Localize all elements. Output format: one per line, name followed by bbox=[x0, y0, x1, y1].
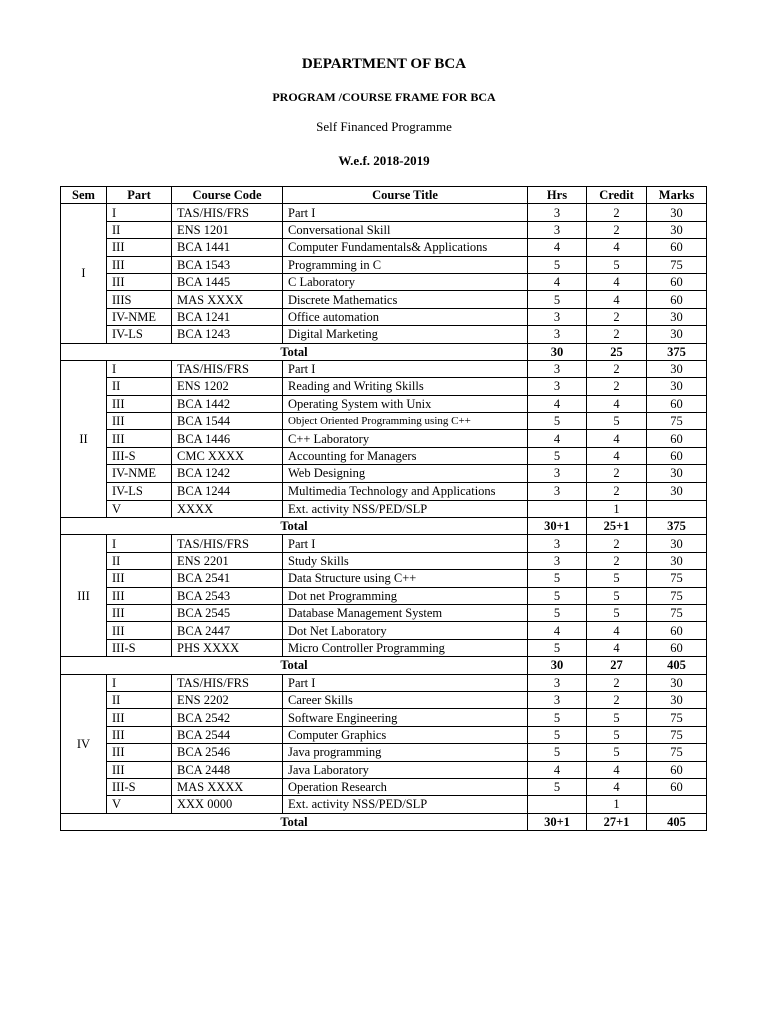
course-code-cell: TAS/HIS/FRS bbox=[172, 674, 283, 691]
course-title-cell: Database Management System bbox=[283, 604, 528, 621]
marks-cell: 60 bbox=[647, 273, 707, 290]
marks-cell: 30 bbox=[647, 221, 707, 238]
course-code-cell: BCA 1242 bbox=[172, 465, 283, 482]
course-title-cell: C Laboratory bbox=[283, 273, 528, 290]
hrs-cell: 3 bbox=[528, 674, 587, 691]
hrs-cell: 4 bbox=[528, 239, 587, 256]
table-row bbox=[61, 709, 707, 726]
credit-cell: 2 bbox=[587, 535, 647, 552]
hrs-cell: 4 bbox=[528, 273, 587, 290]
course-title-cell: Reading and Writing Skills bbox=[283, 378, 528, 395]
hrs-cell: 5 bbox=[528, 726, 587, 743]
marks-cell: 75 bbox=[647, 587, 707, 604]
course-title-cell: Study Skills bbox=[283, 552, 528, 569]
course-code-cell: BCA 1445 bbox=[172, 273, 283, 290]
hrs-cell bbox=[528, 500, 587, 517]
marks-cell: 30 bbox=[647, 482, 707, 500]
credit-cell: 2 bbox=[587, 674, 647, 691]
course-title-cell: Software Engineering bbox=[283, 709, 528, 726]
total-row bbox=[61, 657, 707, 674]
frame-title: PROGRAM /COURSE FRAME FOR BCA bbox=[272, 90, 496, 104]
course-title-cell: Micro Controller Programming bbox=[283, 639, 528, 656]
total-label: Total bbox=[61, 343, 528, 360]
part-cell: V bbox=[107, 796, 172, 813]
credit-cell: 2 bbox=[587, 691, 647, 708]
table-row bbox=[61, 378, 707, 395]
semester-cell: III bbox=[61, 535, 107, 657]
course-code-cell: BCA 1241 bbox=[172, 308, 283, 325]
table-row bbox=[61, 273, 707, 290]
part-cell: I bbox=[107, 360, 172, 377]
part-cell: II bbox=[107, 221, 172, 238]
credit-cell: 4 bbox=[587, 622, 647, 639]
credit-cell: 2 bbox=[587, 360, 647, 377]
credit-cell: 1 bbox=[587, 796, 647, 813]
table-body bbox=[61, 204, 707, 831]
hrs-cell: 3 bbox=[528, 552, 587, 569]
part-cell: V bbox=[107, 500, 172, 517]
hrs-cell: 3 bbox=[528, 221, 587, 238]
course-title-cell: Accounting for Managers bbox=[283, 447, 528, 464]
credit-cell: 4 bbox=[587, 291, 647, 308]
marks-cell: 75 bbox=[647, 413, 707, 430]
part-cell: I bbox=[107, 204, 172, 221]
total-hrs: 30+1 bbox=[528, 813, 587, 830]
hrs-cell: 5 bbox=[528, 413, 587, 430]
table-row bbox=[61, 447, 707, 464]
part-cell: III-S bbox=[107, 447, 172, 464]
course-title-cell: C++ Laboratory bbox=[283, 430, 528, 447]
marks-cell: 30 bbox=[647, 552, 707, 569]
table-row bbox=[61, 778, 707, 795]
course-code-cell: PHS XXXX bbox=[172, 639, 283, 656]
marks-cell bbox=[647, 500, 707, 517]
total-credit: 27 bbox=[587, 657, 647, 674]
hrs-cell: 3 bbox=[528, 204, 587, 221]
part-cell: I bbox=[107, 535, 172, 552]
hrs-cell: 5 bbox=[528, 778, 587, 795]
part-cell: III-S bbox=[107, 639, 172, 656]
course-code-cell: BCA 2542 bbox=[172, 709, 283, 726]
table-row bbox=[61, 726, 707, 743]
credit-cell: 4 bbox=[587, 447, 647, 464]
hrs-cell: 3 bbox=[528, 691, 587, 708]
credit-cell: 4 bbox=[587, 761, 647, 778]
credit-cell: 4 bbox=[587, 430, 647, 447]
table-row bbox=[61, 360, 707, 377]
marks-cell: 30 bbox=[647, 204, 707, 221]
table-row bbox=[61, 291, 707, 308]
hrs-cell: 5 bbox=[528, 604, 587, 621]
course-code-cell: ENS 1201 bbox=[172, 221, 283, 238]
hrs-cell bbox=[528, 796, 587, 813]
course-code-cell: ENS 2201 bbox=[172, 552, 283, 569]
marks-cell: 75 bbox=[647, 604, 707, 621]
course-title-cell: Java Laboratory bbox=[283, 761, 528, 778]
table-row bbox=[61, 604, 707, 621]
hrs-cell: 5 bbox=[528, 587, 587, 604]
course-code-cell: BCA 1543 bbox=[172, 256, 283, 273]
table-row bbox=[61, 761, 707, 778]
credit-cell: 2 bbox=[587, 326, 647, 343]
column-header: Credit bbox=[587, 187, 647, 204]
course-code-cell: CMC XXXX bbox=[172, 447, 283, 464]
hrs-cell: 5 bbox=[528, 447, 587, 464]
marks-cell: 60 bbox=[647, 639, 707, 656]
course-title-cell: Programming in C bbox=[283, 256, 528, 273]
part-cell: I bbox=[107, 674, 172, 691]
table-header-row bbox=[61, 187, 707, 204]
marks-cell: 30 bbox=[647, 465, 707, 482]
hrs-cell: 5 bbox=[528, 709, 587, 726]
column-header: Course Code bbox=[172, 187, 283, 204]
semester-cell: IV bbox=[61, 674, 107, 813]
marks-cell: 30 bbox=[647, 326, 707, 343]
course-code-cell: BCA 2447 bbox=[172, 622, 283, 639]
course-code-cell: ENS 2202 bbox=[172, 691, 283, 708]
course-code-cell: MAS XXXX bbox=[172, 291, 283, 308]
hrs-cell: 5 bbox=[528, 744, 587, 761]
course-title-cell: Part I bbox=[283, 360, 528, 377]
marks-cell: 75 bbox=[647, 726, 707, 743]
marks-cell: 30 bbox=[647, 535, 707, 552]
part-cell: II bbox=[107, 691, 172, 708]
table-row bbox=[61, 430, 707, 447]
part-cell: III bbox=[107, 239, 172, 256]
part-cell: IV-NME bbox=[107, 465, 172, 482]
marks-cell: 30 bbox=[647, 674, 707, 691]
table-row bbox=[61, 796, 707, 813]
part-cell: III bbox=[107, 587, 172, 604]
course-code-cell: BCA 1544 bbox=[172, 413, 283, 430]
course-title-cell: Computer Fundamentals& Applications bbox=[283, 239, 528, 256]
total-label: Total bbox=[61, 518, 528, 535]
total-label: Total bbox=[61, 657, 528, 674]
course-title-cell: Digital Marketing bbox=[283, 326, 528, 343]
course-code-cell: BCA 2544 bbox=[172, 726, 283, 743]
hrs-cell: 5 bbox=[528, 256, 587, 273]
credit-cell: 5 bbox=[587, 413, 647, 430]
marks-cell: 75 bbox=[647, 744, 707, 761]
part-cell: III bbox=[107, 604, 172, 621]
department-title: DEPARTMENT OF BCA bbox=[301, 56, 467, 72]
table-row bbox=[61, 395, 707, 412]
course-title-cell: Data Structure using C++ bbox=[283, 570, 528, 587]
credit-cell: 2 bbox=[587, 465, 647, 482]
course-code-cell: BCA 2545 bbox=[172, 604, 283, 621]
marks-cell: 60 bbox=[647, 239, 707, 256]
total-credit: 25 bbox=[587, 343, 647, 360]
marks-cell: 60 bbox=[647, 395, 707, 412]
hrs-cell: 3 bbox=[528, 378, 587, 395]
course-title-cell: Discrete Mathematics bbox=[283, 291, 528, 308]
table-row bbox=[61, 204, 707, 221]
marks-cell: 75 bbox=[647, 256, 707, 273]
column-header: Part bbox=[107, 187, 172, 204]
course-title-cell: Web Designing bbox=[283, 465, 528, 482]
course-code-cell: BCA 2541 bbox=[172, 570, 283, 587]
credit-cell: 5 bbox=[587, 709, 647, 726]
programme-type: Self Financed Programme bbox=[316, 119, 452, 134]
part-cell: IIIS bbox=[107, 291, 172, 308]
table-row bbox=[61, 413, 707, 430]
hrs-cell: 3 bbox=[528, 535, 587, 552]
course-code-cell: TAS/HIS/FRS bbox=[172, 360, 283, 377]
column-header: Course Title bbox=[283, 187, 528, 204]
hrs-cell: 3 bbox=[528, 482, 587, 500]
total-marks: 405 bbox=[647, 813, 707, 830]
course-code-cell: BCA 1243 bbox=[172, 326, 283, 343]
table-row bbox=[61, 256, 707, 273]
total-row bbox=[61, 343, 707, 360]
table-row bbox=[61, 691, 707, 708]
credit-cell: 5 bbox=[587, 587, 647, 604]
table-row bbox=[61, 744, 707, 761]
marks-cell: 75 bbox=[647, 570, 707, 587]
hrs-cell: 3 bbox=[528, 308, 587, 325]
total-hrs: 30 bbox=[528, 657, 587, 674]
hrs-cell: 4 bbox=[528, 395, 587, 412]
course-code-cell: ENS 1202 bbox=[172, 378, 283, 395]
table-row bbox=[61, 622, 707, 639]
marks-cell: 60 bbox=[647, 761, 707, 778]
course-title-cell: Operating System with Unix bbox=[283, 395, 528, 412]
total-credit: 27+1 bbox=[587, 813, 647, 830]
part-cell: III bbox=[107, 273, 172, 290]
part-cell: III-S bbox=[107, 778, 172, 795]
marks-cell: 75 bbox=[647, 709, 707, 726]
hrs-cell: 5 bbox=[528, 570, 587, 587]
part-cell: III bbox=[107, 413, 172, 430]
total-label: Total bbox=[61, 813, 528, 830]
hrs-cell: 4 bbox=[528, 761, 587, 778]
credit-cell: 5 bbox=[587, 604, 647, 621]
part-cell: IV-NME bbox=[107, 308, 172, 325]
course-title-cell: Operation Research bbox=[283, 778, 528, 795]
table-row bbox=[61, 239, 707, 256]
credit-cell: 2 bbox=[587, 221, 647, 238]
course-title-cell: Ext. activity NSS/PED/SLP bbox=[283, 500, 528, 517]
course-title-cell: Object Oriented Programming using C++ bbox=[283, 413, 528, 430]
course-title-cell: Part I bbox=[283, 204, 528, 221]
course-code-cell: XXXX bbox=[172, 500, 283, 517]
marks-cell: 30 bbox=[647, 360, 707, 377]
hrs-cell: 3 bbox=[528, 465, 587, 482]
marks-cell: 60 bbox=[647, 291, 707, 308]
credit-cell: 5 bbox=[587, 570, 647, 587]
total-marks: 405 bbox=[647, 657, 707, 674]
hrs-cell: 5 bbox=[528, 639, 587, 656]
table-row bbox=[61, 482, 707, 500]
table-row bbox=[61, 326, 707, 343]
course-title-cell: Dot Net Laboratory bbox=[283, 622, 528, 639]
course-title-cell: Part I bbox=[283, 535, 528, 552]
course-title-cell: Computer Graphics bbox=[283, 726, 528, 743]
hrs-cell: 3 bbox=[528, 326, 587, 343]
total-row bbox=[61, 518, 707, 535]
part-cell: III bbox=[107, 256, 172, 273]
table-row bbox=[61, 674, 707, 691]
course-code-cell: BCA 2543 bbox=[172, 587, 283, 604]
part-cell: IV-LS bbox=[107, 326, 172, 343]
part-cell: III bbox=[107, 726, 172, 743]
credit-cell: 5 bbox=[587, 726, 647, 743]
total-marks: 375 bbox=[647, 343, 707, 360]
hrs-cell: 3 bbox=[528, 360, 587, 377]
course-code-cell: TAS/HIS/FRS bbox=[172, 204, 283, 221]
part-cell: III bbox=[107, 622, 172, 639]
course-code-cell: BCA 2448 bbox=[172, 761, 283, 778]
table-row bbox=[61, 500, 707, 517]
course-code-cell: MAS XXXX bbox=[172, 778, 283, 795]
marks-cell: 60 bbox=[647, 778, 707, 795]
hrs-cell: 4 bbox=[528, 622, 587, 639]
credit-cell: 4 bbox=[587, 273, 647, 290]
course-code-cell: XXX 0000 bbox=[172, 796, 283, 813]
part-cell: III bbox=[107, 761, 172, 778]
total-hrs: 30+1 bbox=[528, 518, 587, 535]
course-title-cell: Office automation bbox=[283, 308, 528, 325]
course-table bbox=[60, 186, 707, 831]
column-header: Hrs bbox=[528, 187, 587, 204]
semester-cell: I bbox=[61, 204, 107, 343]
credit-cell: 5 bbox=[587, 744, 647, 761]
column-header: Sem bbox=[61, 187, 107, 204]
marks-cell: 60 bbox=[647, 447, 707, 464]
marks-cell: 60 bbox=[647, 430, 707, 447]
total-marks: 375 bbox=[647, 518, 707, 535]
marks-cell: 60 bbox=[647, 622, 707, 639]
credit-cell: 4 bbox=[587, 239, 647, 256]
table-row bbox=[61, 587, 707, 604]
marks-cell: 30 bbox=[647, 308, 707, 325]
table-row bbox=[61, 570, 707, 587]
credit-cell: 4 bbox=[587, 395, 647, 412]
course-code-cell: BCA 2546 bbox=[172, 744, 283, 761]
part-cell: II bbox=[107, 378, 172, 395]
course-code-cell: BCA 1244 bbox=[172, 482, 283, 500]
credit-cell: 4 bbox=[587, 639, 647, 656]
table-row bbox=[61, 535, 707, 552]
course-title-cell: Java programming bbox=[283, 744, 528, 761]
total-credit: 25+1 bbox=[587, 518, 647, 535]
course-code-cell: BCA 1442 bbox=[172, 395, 283, 412]
credit-cell: 1 bbox=[587, 500, 647, 517]
course-title-cell: Conversational Skill bbox=[283, 221, 528, 238]
total-row bbox=[61, 813, 707, 830]
credit-cell: 2 bbox=[587, 308, 647, 325]
semester-cell: II bbox=[61, 360, 107, 517]
course-title-cell: Career Skills bbox=[283, 691, 528, 708]
course-title-cell: Part I bbox=[283, 674, 528, 691]
part-cell: III bbox=[107, 430, 172, 447]
table-row bbox=[61, 639, 707, 656]
marks-cell: 30 bbox=[647, 378, 707, 395]
part-cell: IV-LS bbox=[107, 482, 172, 500]
hrs-cell: 5 bbox=[528, 291, 587, 308]
part-cell: III bbox=[107, 395, 172, 412]
table-row bbox=[61, 552, 707, 569]
table-row bbox=[61, 465, 707, 482]
part-cell: II bbox=[107, 552, 172, 569]
course-title-cell: Multimedia Technology and Applications bbox=[283, 482, 528, 500]
table-row bbox=[61, 308, 707, 325]
column-header: Marks bbox=[647, 187, 707, 204]
credit-cell: 5 bbox=[587, 256, 647, 273]
credit-cell: 2 bbox=[587, 204, 647, 221]
part-cell: III bbox=[107, 570, 172, 587]
credit-cell: 2 bbox=[587, 482, 647, 500]
total-hrs: 30 bbox=[528, 343, 587, 360]
effective-year: W.e.f. 2018-2019 bbox=[338, 153, 430, 168]
part-cell: III bbox=[107, 709, 172, 726]
credit-cell: 2 bbox=[587, 378, 647, 395]
course-code-cell: BCA 1441 bbox=[172, 239, 283, 256]
hrs-cell: 4 bbox=[528, 430, 587, 447]
part-cell: III bbox=[107, 744, 172, 761]
table-row bbox=[61, 221, 707, 238]
credit-cell: 2 bbox=[587, 552, 647, 569]
course-title-cell: Ext. activity NSS/PED/SLP bbox=[283, 796, 528, 813]
marks-cell bbox=[647, 796, 707, 813]
credit-cell: 4 bbox=[587, 778, 647, 795]
course-code-cell: TAS/HIS/FRS bbox=[172, 535, 283, 552]
marks-cell: 30 bbox=[647, 691, 707, 708]
course-code-cell: BCA 1446 bbox=[172, 430, 283, 447]
course-title-cell: Dot net Programming bbox=[283, 587, 528, 604]
